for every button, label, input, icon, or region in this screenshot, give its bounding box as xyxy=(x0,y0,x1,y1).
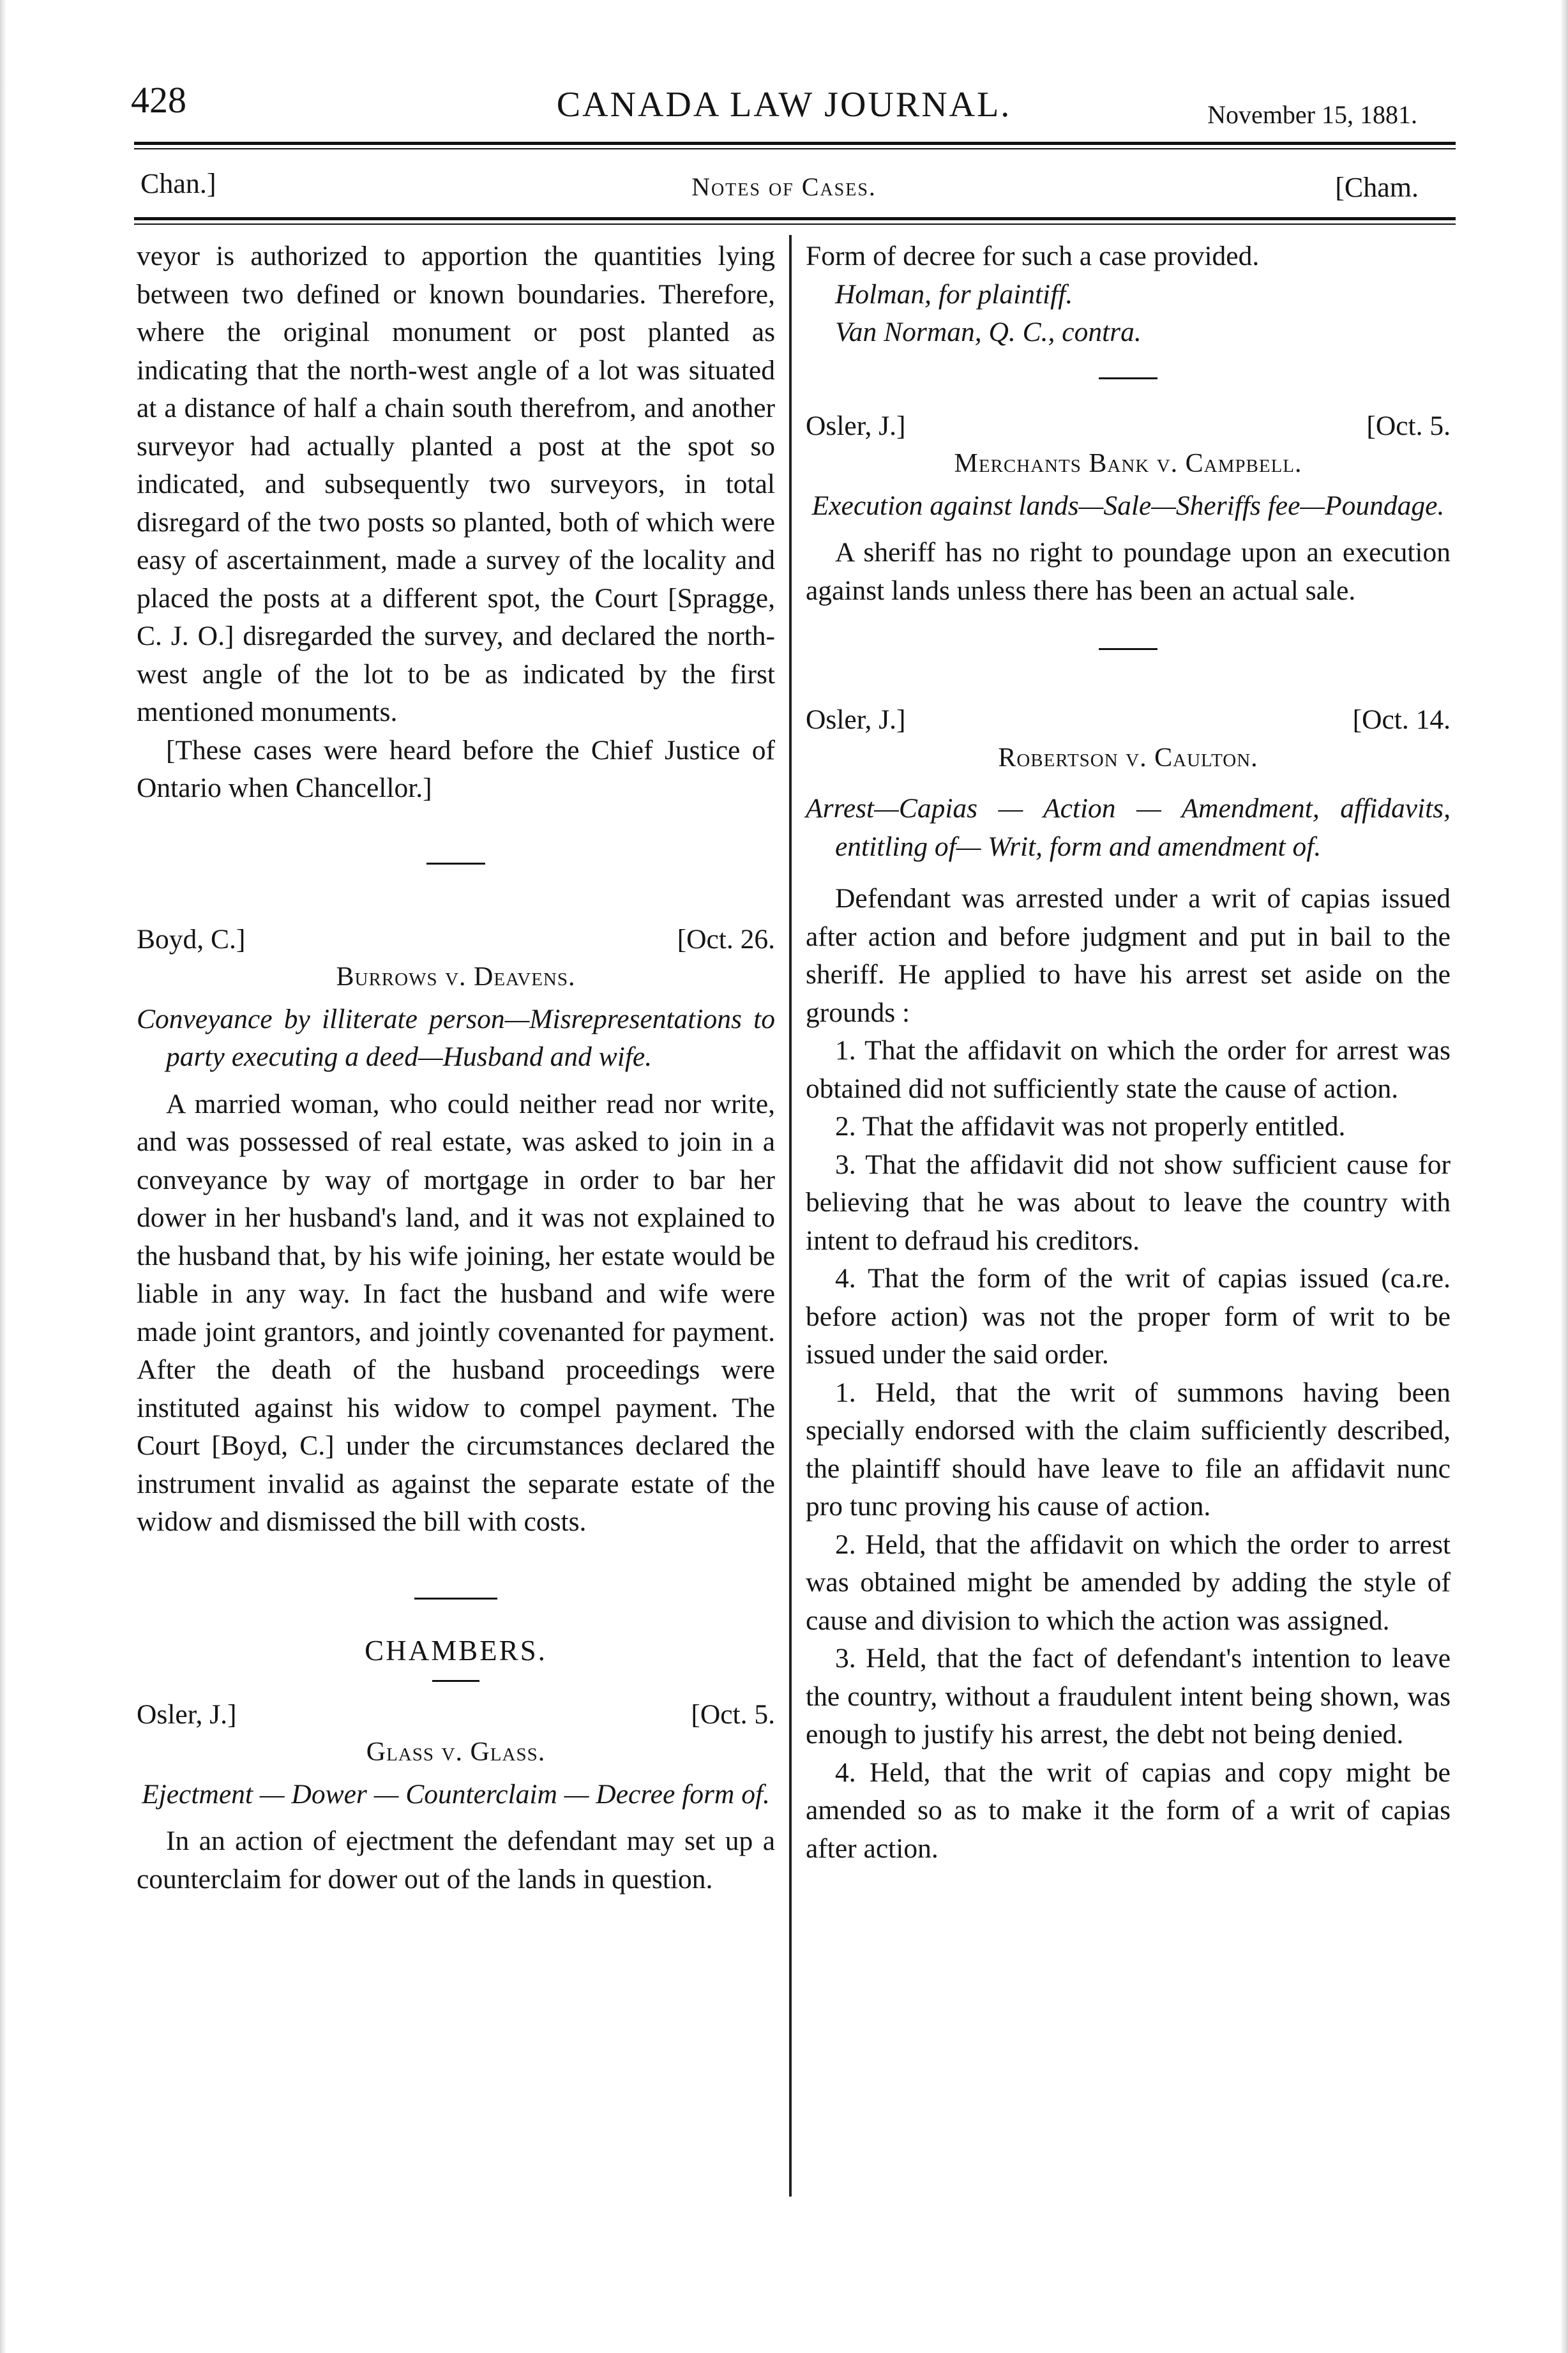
case-body: In an action of ejectment the defendant may set up a counterclaim for dower out of the lands in question. xyxy=(137,1826,775,1895)
running-head-rule xyxy=(134,217,1456,220)
case-body: Defendant was arrested under a writ of capias issued after action and before judgment and put in bail to the sheriff. He applied to have his arrest set aside on the grounds : xyxy=(806,883,1451,1028)
holding-1: 1. Held, that the writ of summons having been specially endorsed with the claim sufficiently described, the plaintiff should have leave to file an affidavit nunc pro tunc proving his cause of action. xyxy=(806,1377,1451,1522)
case-judge-line xyxy=(806,407,1451,446)
case-body: A sheriff has no right to poundage upon an execution against lands unless there has been an actual sale. xyxy=(806,537,1451,606)
case-judge-line xyxy=(806,701,1451,739)
header-rule xyxy=(134,142,1456,145)
counsel-contra: Van Norman, Q. C., contra. xyxy=(835,317,1142,347)
holding-3: 3. Held, that the fact of defendant's intention to leave the country, without a fraudulent intent being shown, was enough to justify his arrest, the debt not being denied. xyxy=(806,1643,1451,1750)
judge-name: Osler, J.] xyxy=(806,704,906,735)
scan-edge-right xyxy=(1560,0,1568,2353)
column-divider xyxy=(789,235,792,2197)
judgment-date: [Oct. 5. xyxy=(1366,410,1451,441)
ground-3: 3. That the affidavit did not show sufficient cause for believing that he was about to leave the country with intent to defraud his creditors. xyxy=(806,1149,1451,1256)
running-head-center: Notes of Cases. xyxy=(691,172,877,201)
journal-title: CANADA LAW JOURNAL. xyxy=(556,85,1012,125)
case-title: Robertson v. Caulton. xyxy=(998,743,1258,773)
running-head-rule-thin xyxy=(134,223,1456,225)
judge-name: Osler, J.] xyxy=(806,410,906,441)
scan-edge-left xyxy=(0,0,6,2353)
running-head-right: [Cham. xyxy=(1335,172,1419,203)
right-column xyxy=(806,238,1451,1868)
case-body: A married woman, who could neither read nor write, and was possessed of real estate, was asked to join in a conveyance by way of mortgage in order to bar her dower in her husband's land, and it was not explained to the husband that, by his wife joining, her estate would be liable in any way. In fact the husband and wife were made joint grantors, and jointly covenanted for payment. After the death of the husband proceedings were instituted against his widow to compel payment. The Court [Boyd, C.] under the circumstances declared the instrument invalid as against the separate estate of the widow and dismissed the bill with costs. xyxy=(137,1088,775,1537)
judgment-date: [Oct. 26. xyxy=(677,923,775,955)
ground-2: 2. That the affidavit was not properly entitled. xyxy=(835,1111,1346,1142)
case-title: Glass v. Glass. xyxy=(366,1737,546,1767)
case-headnote: Arrest—Capias — Action — Amendment, affidavits, entitling of— Writ, form and amendment of. xyxy=(806,793,1451,862)
judge-name: Boyd, C.] xyxy=(137,923,246,955)
judge-name: Osler, J.] xyxy=(137,1699,237,1730)
running-head-left: Chan.] xyxy=(140,168,216,199)
case-title: Burrows v. Deavens. xyxy=(336,962,576,992)
left-column xyxy=(137,238,775,1898)
holding-4: 4. Held, that the writ of capias and copy might be amended so as to make it the form of a writ of capias after action. xyxy=(806,1757,1451,1864)
section-heading: CHAMBERS. xyxy=(365,1634,547,1667)
continued-paragraph: veyor is authorized to apportion the quantities lying between two defined or known boundaries. Therefore, where the original monument or post planted as indicating that the north-west angle of a lot was situated at a distance of half a chain south therefrom, and another surveyor had actually planted a post at the spot so indicated, and subsequently two surveyors, in total disregard of the two posts so planted, both of which were easy of ascertainment, made a survey of the locality and placed the posts at a different spot, the Court [Spragge, C. J. O.] disregarded the survey, and declared the north-west angle of the lot to be as indicated by the first mentioned monuments. xyxy=(137,241,775,727)
header-rule-thin xyxy=(134,148,1456,149)
case-judge-line xyxy=(137,1696,775,1734)
case-headnote: Execution against lands—Sale—Sheriffs fee—Poundage. xyxy=(811,490,1445,521)
ground-1: 1. That the affidavit on which the order for arrest was obtained did not sufficiently state the cause of action. xyxy=(806,1035,1451,1104)
case-judge-line xyxy=(137,921,775,959)
case-headnote: Conveyance by illiterate person—Misrepresentations to party executing a deed—Husband and wife. xyxy=(137,1003,775,1072)
ground-4: 4. That the form of the writ of capias issued (ca.re. before action) was not the proper form of writ to be issued under the said order. xyxy=(806,1263,1451,1370)
issue-date: November 15, 1881. xyxy=(1207,100,1417,129)
decree-note: Form of decree for such a case provided. xyxy=(806,241,1260,271)
judgment-date: [Oct. 14. xyxy=(1352,704,1451,735)
holding-2: 2. Held, that the affidavit on which the order to arrest was obtained might be amended by adding the style of cause and division to which the action was assigned. xyxy=(806,1529,1451,1636)
case-headnote: Ejectment — Dower — Counterclaim — Decree form of. xyxy=(142,1778,770,1810)
judgment-date: [Oct. 5. xyxy=(691,1699,775,1730)
case-title: Merchants Bank v. Campbell. xyxy=(954,449,1302,478)
counsel-plaintiff: Holman, for plaintiff. xyxy=(835,278,1073,310)
editorial-note: [These cases were heard before the Chief Justice of Ontario when Chancellor.] xyxy=(137,734,775,803)
page-number: 428 xyxy=(131,79,186,121)
